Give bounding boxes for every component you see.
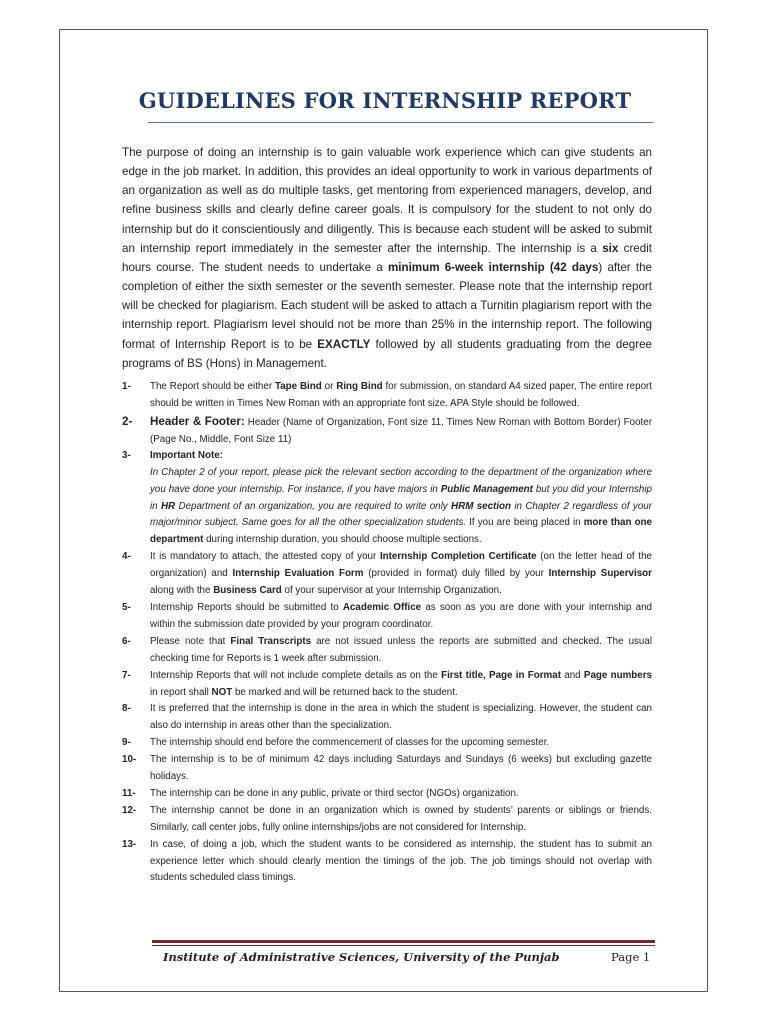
item-text: Please note that Final Transcripts are not issued unless the reports are submitted and checked. The usual checking time for Reports is 1 week after submission. (150, 635, 652, 664)
title-underline (148, 122, 653, 123)
footer-rule-thin (152, 945, 655, 946)
item-number: 12- (122, 804, 137, 816)
intro-text: ) after the completion of either the sixth semester or the seventh semester. Please note that the internship report will be checked for plagiarism. Each student will be asked to attach a Turnitin plagiarism report with the internship report. Plagiarism level should not be more than 25% in the internship report. The following format of Internship Report is to be (122, 260, 652, 351)
item-number: 4- (122, 551, 131, 563)
item-number: 7- (122, 669, 131, 681)
item-text: It is preferred that the internship is done in the area in which the student is specializing. However, the student can also do internship in areas other than the specialization. (150, 703, 652, 732)
list-item (122, 379, 652, 413)
item-number: 10- (122, 754, 137, 766)
item-number: 2- (122, 414, 133, 428)
guidelines-list (122, 379, 652, 887)
list-item (122, 735, 652, 752)
item-text: In case, of doing a job, which the student wants to be considered as internship, the student has to submit an experience letter which should clearly mention the timings of the job. The job timings should not overlap with students scheduled class timings. (150, 838, 652, 884)
item-number: 9- (122, 737, 131, 749)
item-text: Header & Footer: Header (Name of Organization, Font size 11, Times New Roman with Bottom Border) Footer (Page No., Middle, Font Size 11) (150, 414, 652, 445)
item-number: 3- (122, 449, 131, 461)
list-item (122, 701, 652, 735)
list-item (122, 752, 652, 786)
intro-bold-six: six (602, 241, 619, 255)
list-item (122, 803, 652, 837)
item-number: 8- (122, 703, 131, 715)
item-text: Important Note: In Chapter 2 of your report, please pick the relevant section according to the department of the organization where you have done your internship. For instance, if you have majors in Public Management but you did your Internship in HR Department of an organization, you are required to write only HRM section in Chapter 2 regardless of your major/minor subject. Same goes for all the other specialization students. If you are being placed in more than one department during internship duration, you should choose multiple sections. (150, 449, 653, 546)
item-text: The internship is to be of minimum 42 days including Saturdays and Sundays (6 weeks) but excluding gazette holidays. (150, 754, 652, 783)
list-item (122, 837, 652, 888)
item-text: It is mandatory to attach, the attested copy of your Internship Completion Certificate (on the letter head of the organization) and Internship Evaluation Form (provided in format) duly filled by your Internship Supervisor along with the Business Card of your supervisor at your Internship Organization. (150, 551, 652, 597)
item-text: The internship should end before the commencement of classes for the upcoming semester. (150, 737, 550, 749)
list-item (122, 448, 652, 549)
item-text: The internship can be done in any public, private or third sector (NGOs) organization. (150, 787, 519, 799)
list-item (122, 634, 652, 668)
intro-paragraph (122, 143, 652, 373)
item-text: The internship cannot be done in an organization which is owned by students’ parents or siblings or friends. Similarly, call center jobs, fully online internships/jobs are not considered for Internship. (150, 804, 652, 833)
item-text: The Report should be either Tape Bind or Ring Bind for submission, on standard A4 sized paper, The entire report should be written in Times New Roman with an appropriate font size. APA Style should be followed. (150, 381, 653, 409)
footer-rule-thick (152, 940, 655, 943)
item-number: 1- (122, 381, 131, 392)
list-item (122, 668, 652, 702)
list-item (122, 786, 652, 803)
intro-bold-exactly: EXACTLY (317, 337, 371, 351)
list-item (122, 413, 652, 448)
list-item (122, 600, 652, 634)
intro-text: The purpose of doing an internship is to gain valuable work experience which can give students an edge in the job market. In addition, this provides an ideal opportunity to work in various departments of an organization as well as do multiple tasks, get mentoring from experienced managers, develop, and refine business skills and clearly define career goals. It is compulsory for the student to not only do internship but do it conscientiously and diligently. This is because each student will be asked to submit an internship report immediately in the semester after the internship. The internship is a (122, 146, 652, 255)
item-number: 11- (122, 787, 136, 799)
footer-page-number: Page 1 (611, 950, 651, 964)
item-number: 13- (122, 838, 137, 850)
item-text: Internship Reports that will not include complete details as on the First title, Page in Format and Page numbers in report shall NOT be marked and will be returned back to the student. (150, 669, 652, 698)
intro-bold-minimum: minimum 6-week internship (42 days (387, 260, 599, 274)
item-number: 6- (122, 635, 131, 647)
list-item (122, 549, 652, 600)
item-number: 5- (122, 601, 131, 613)
intro-text: followed by all students graduating from the degree programs of BS (Hons) in Management. (122, 337, 652, 370)
page-title: GUIDELINES FOR INTERNSHIP REPORT (138, 88, 632, 113)
item-text: Internship Reports should be submitted to Academic Office as soon as you are done with your internship and within the submission date provided by your program coordinator. (150, 601, 652, 630)
footer-institute: Institute of Administrative Sciences, University of the Punjab (163, 950, 560, 964)
intro-text: credit hours course. The student needs to undertake a (122, 241, 652, 274)
